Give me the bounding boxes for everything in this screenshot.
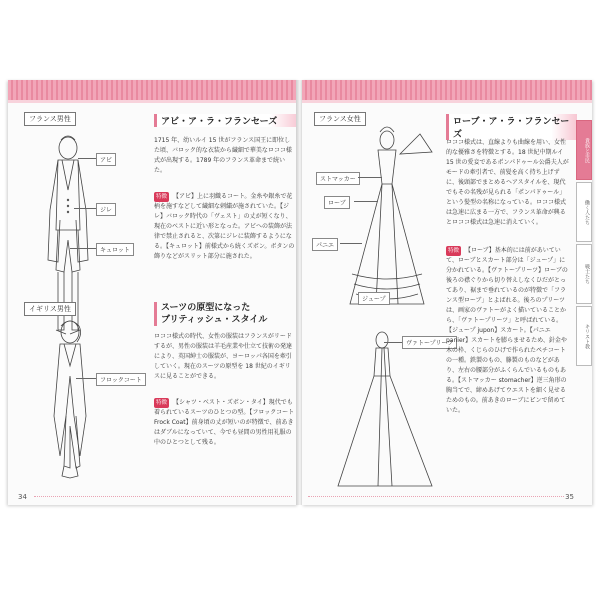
intro-paragraph-2: ロココ様式の時代、女性の服装はフランスがリードするが、男性の服装は羊毛産業や仕立て技術の発達により、英国紳士の服装が、ヨーロッパ各国を牽引していく。現在のスーツの原型を 18 世紀のイギリスに見ることができる。 — [154, 333, 293, 380]
features-paragraph-1: 特徴 【アビ】上に羽織るコート。金糸や銀糸で花柄を施すなどして繊細な刺繍が施されていた。【ジレ】バロック時代の「ヴェスト」の丈が短くなり、現在のベストに近い形となった。アビへの装飾が法律で禁止されると、次第にジレに装飾するようになる。【キュロット】前様式から続くズボン。ボタンの飾りなどがスリット部分に施された。 — [154, 193, 295, 260]
section-label-french-men: フランス男性 — [24, 112, 76, 126]
feature-tag: 特徴 — [156, 194, 168, 200]
chapter-tab-christianity[interactable]: キリスト教 — [576, 306, 592, 366]
callout-robe: ローブ — [324, 196, 350, 209]
feature-tag: 特徴 — [156, 400, 168, 406]
callout-jupe: ジュープ — [358, 292, 390, 305]
callout-gilet: ジレ — [96, 203, 116, 216]
callout-panier: パニエ — [312, 238, 338, 251]
english-man-illustration — [30, 316, 110, 486]
top-band — [302, 80, 592, 100]
right-page — [302, 80, 592, 505]
heading-habit-a-la-francaise: アビ・ア・ラ・フランセーズ — [154, 114, 298, 127]
callout-stomacher: ストマッカー — [316, 172, 360, 185]
callout-abi: アビ — [96, 153, 116, 166]
robe-a-la-francaise-back-illustration — [332, 326, 442, 496]
heading-robe-a-la-francaise: ローブ・ア・ラ・フランセーズ — [446, 114, 577, 140]
chapter-tab-warriors[interactable]: 戦士たち — [576, 244, 592, 304]
section-label-english-men: イギリス男性 — [24, 302, 76, 316]
feature-tag: 特徴 — [448, 248, 460, 254]
page-number-left: 34 — [18, 493, 27, 501]
heading-british-style: スーツの原型になった ブリティッシュ・スタイル — [154, 302, 298, 326]
callout-watteau-pleats: ヴァトープリーツ — [402, 336, 457, 349]
intro-paragraph-1: 1715 年、幼いルイ 15 世がフランス国王に即位した頃、バロック的な衣装から繊細で華美なロココ様式が出現する。1789 年のフランス革命まで続いた。 — [154, 137, 292, 174]
intro-paragraph: ロココ様式は、直線よりも曲線を用い、女性的な優雅さを特徴とする。18 世紀中期ルイ 15 世の愛妾であるポンパドゥール公爵夫人がモードの牽引者で、前髪を高く持ち上げずに、後頭部でまとめるヘアスタイルを、現代でもその名残が見られる「ポンパドゥール」という髪型の名称になっている。ロココ様式は急速に広まる一方で、フランス革命が興るとロココ様式は急速に消えていく。 — [446, 139, 569, 226]
features-paragraph: 特徴 【ローブ】基本的には前があいていて、ローブとスカート部分は「ジュープ」に分かれている。【ヴァトープリーツ】ローブの後ろの襟ぐりから切り替えしなくひだがとってあり、裾まで垂れているのが特徴で「フランス型ローブ」とよばれる。後ろのプリーツは、画家のヴァトーがよく描いていることから、「ヴァトープリーツ」と呼ばれている。【ジュープ jupon】スカート。【パニエ panier】スカートを膨らませるため、針金や木の枠、くじらのひげで作られたペチコートの一種。鉄製のもの、籐製のものなどがあり、左右の腰部分がふくらんでいるものもある。【ストマッカー stomacher】逆三角形の胸当てで、締めあげてウエストを細く見せるためのもの。前あきのローブにピンで留めていた。 — [446, 247, 568, 414]
features-paragraph-2: 特徴 【シャツ・ベスト・ズボン・タイ】現代でも着られているスーツのひとつの型。【フロックコート Frock Coat】前身頃の丈が短いのが特徴で、前あきはダブルになっていて、今でも昼間の男性用礼服の中のひとつとして残る。 — [154, 399, 295, 446]
callout-culotte: キュロット — [96, 243, 134, 256]
chapter-tab-nobles-citizens[interactable]: 貴族と市民 — [576, 120, 592, 180]
chapter-tab-workers[interactable]: 働く人たち — [576, 182, 592, 242]
chapter-tabs — [576, 120, 592, 368]
top-band — [8, 80, 298, 100]
section-label-french-women: フランス女性 — [314, 112, 366, 126]
callout-frock-coat: フロックコート — [96, 373, 146, 386]
left-page — [8, 80, 298, 505]
page-number-right: 35 — [565, 493, 574, 501]
